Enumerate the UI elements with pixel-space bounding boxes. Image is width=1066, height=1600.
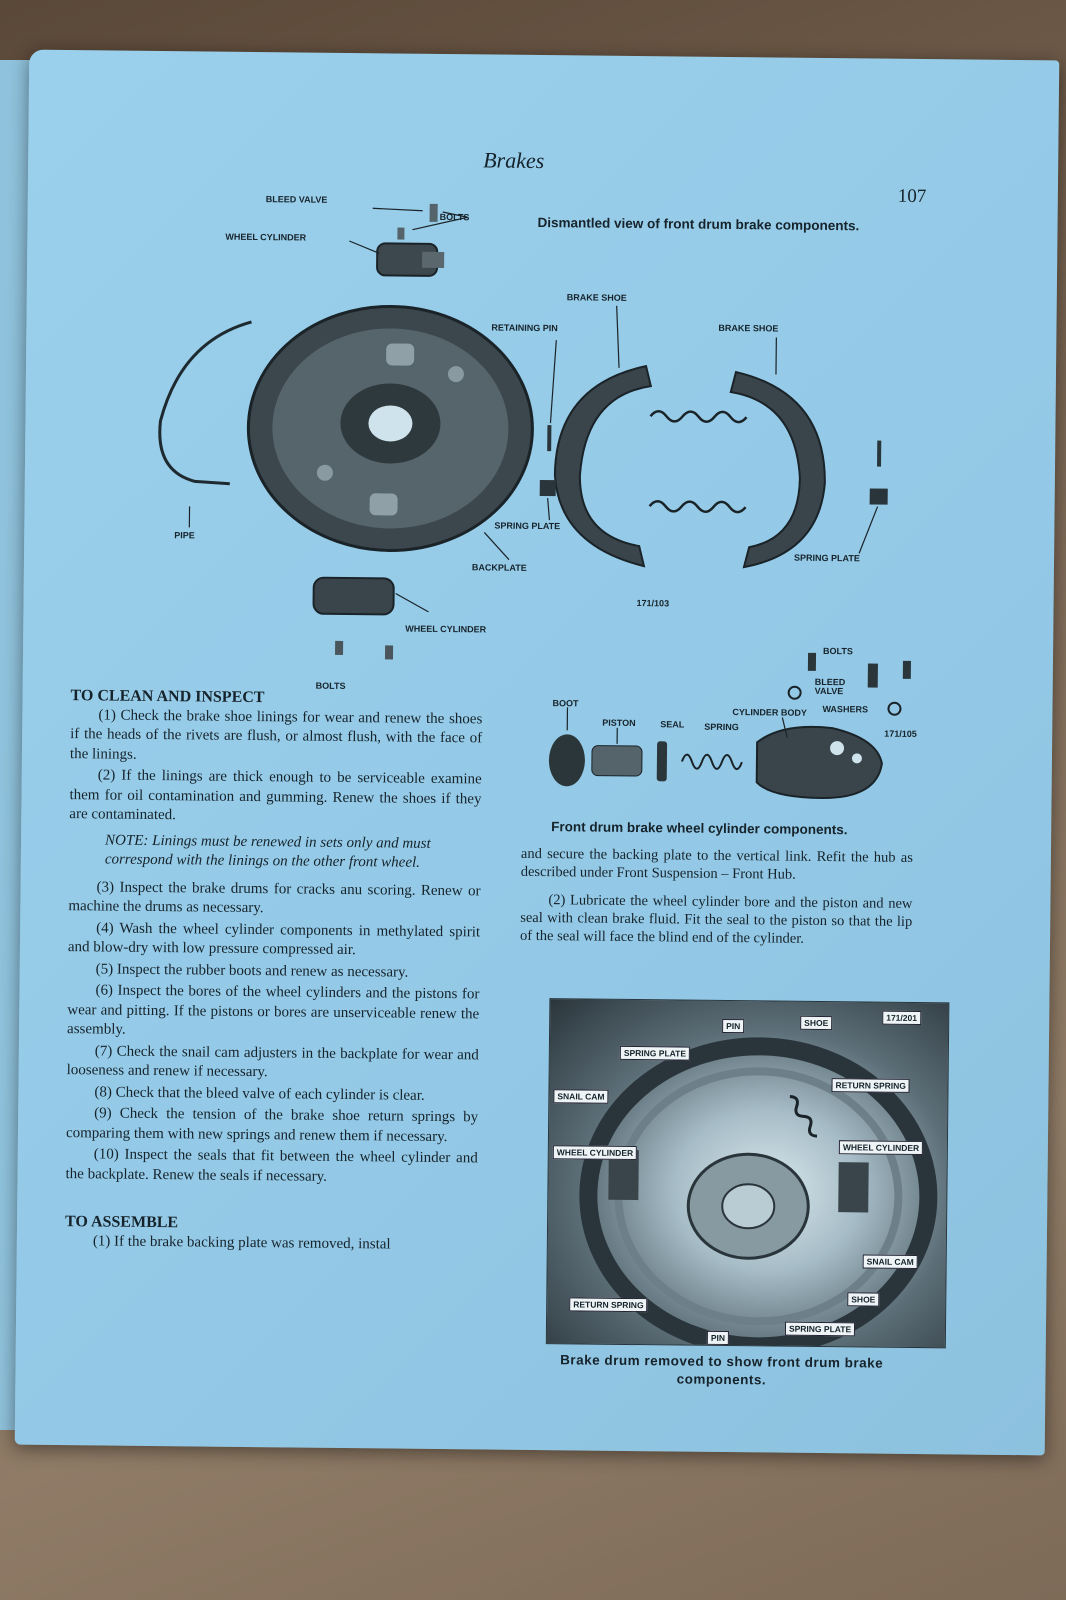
- figure2-caption: Front drum brake wheel cylinder components.: [551, 819, 848, 838]
- tag-snail-cam-left: SNAIL CAM: [553, 1089, 608, 1104]
- label-retaining-pin: RETAINING PIN: [491, 322, 558, 334]
- figure2-ref: 171/105: [884, 728, 917, 739]
- brake-shoe-left-shape: [554, 365, 651, 566]
- paragraph-5: (5) Inspect the rubber boots and renew as necessary.: [95, 960, 409, 981]
- figure1-caption: Dismantled view of front drum brake components.: [537, 214, 860, 234]
- paragraph-9: (9) Check the tension of the brake shoe return springs by comparing them with new springs and renew them if necessary.: [65, 1105, 479, 1145]
- label-fig2-bleed-valve: BLEED VALVE: [814, 676, 846, 697]
- page-number: 107: [897, 185, 927, 208]
- tag-return-spring-left: RETURN SPRING: [569, 1297, 648, 1312]
- assemble-paragraph-1: (1) If the brake backing plate was removed, instal: [92, 1232, 391, 1252]
- tag-spring-plate-bottom: SPRING PLATE: [785, 1322, 855, 1337]
- tag-pin-top: PIN: [722, 1019, 744, 1033]
- tag-pin-bottom: PIN: [707, 1331, 729, 1345]
- left-column: [65, 686, 483, 1257]
- label-brake-shoe-right: BRAKE SHOE: [718, 322, 779, 334]
- label-fig2-seal: SEAL: [660, 719, 685, 730]
- paragraph-3: (3) Inspect the brake drums for cracks anu scoring. Renew or machine the drums as necessary.: [68, 878, 481, 917]
- label-fig2-boot: BOOT: [552, 698, 579, 709]
- tag-wheel-cylinder-left: WHEEL CYLINDER: [553, 1145, 638, 1160]
- tag-snail-cam-right: SNAIL CAM: [863, 1254, 918, 1269]
- paragraph-4: (4) Wash the wheel cylinder components in methylated spirit and blow-dry with low pressure compressed air.: [67, 919, 481, 959]
- heading-assemble: TO ASSEMBLE: [64, 1213, 179, 1232]
- paragraph-10: (10) Inspect the seals that fit between the wheel cylinder and the backplate. Renew the seals if necessary.: [65, 1146, 478, 1185]
- label-fig2-spring: SPRING: [704, 721, 739, 733]
- label-spring-plate-right: SPRING PLATE: [794, 552, 860, 564]
- note-linings: NOTE: Linings must be renewed in sets only and must correspond with the linings on the other front wheel.: [104, 831, 431, 871]
- label-bolts-top: BOLTS: [439, 211, 470, 223]
- dismantled-brake-illustration: [83, 120, 989, 669]
- label-pipe: PIPE: [174, 530, 195, 541]
- label-brake-shoe-left: BRAKE SHOE: [566, 292, 627, 303]
- tag-shoe-bottom: SHOE: [847, 1292, 879, 1306]
- heading-clean-inspect: TO CLEAN AND INSPECT: [70, 687, 265, 707]
- label-fig2-piston: PISTON: [602, 717, 636, 729]
- right-column: [520, 845, 913, 951]
- book-page: [15, 50, 1060, 1456]
- label-wheel-cylinder-bottom: WHEEL CYLINDER: [405, 623, 487, 635]
- brake-pipe: [159, 321, 251, 484]
- right-paragraph-continued: and secure the backing plate to the vertical link. Refit the hub as described under Front Suspension – Front Hub.: [520, 845, 914, 883]
- figure-wheel-cylinder: [531, 635, 933, 819]
- right-paragraph-2: (2) Lubricate the wheel cylinder bore and the piston and new seal with clean brake fluid. Fit the seal to the piston so that the lip of the seal will face the blind end of the cylinder.: [519, 892, 913, 947]
- label-bleed-valve: BLEED VALVE: [265, 194, 328, 205]
- label-wheel-cylinder-top: WHEEL CYLINDER: [225, 231, 307, 243]
- label-bolts-bottom: BOLTS: [315, 680, 346, 691]
- paragraph-8: (8) Check that the bleed valve of each cylinder is clear.: [94, 1083, 425, 1104]
- figure3-caption: Brake drum removed to show front drum brake components.: [560, 1352, 884, 1388]
- tag-shoe-top: SHOE: [800, 1016, 832, 1030]
- paragraph-1: (1) Check the brake shoe linings for wear and renew the shoes if the heads of the rivets are flush, or almost flush, with the face of the linings.: [69, 706, 483, 763]
- figure1-ref: 171/103: [636, 598, 670, 609]
- label-fig2-cylinder-body: CYLINDER BODY: [732, 707, 807, 718]
- running-header: Brakes: [483, 147, 545, 174]
- figure-dismantled-brake: [83, 120, 989, 691]
- label-fig2-bolts: BOLTS: [823, 645, 853, 657]
- tag-wheel-cylinder-right: WHEEL CYLINDER: [839, 1140, 924, 1155]
- label-backplate: BACKPLATE: [471, 562, 527, 573]
- photo-brake-drum-removed: [546, 998, 950, 1348]
- tag-spring-plate-top: SPRING PLATE: [620, 1046, 690, 1061]
- paragraph-6: (6) Inspect the bores of the wheel cylinders and the pistons for wear and pitting. If the pistons or bores are unserviceable renew the assembly.: [66, 982, 480, 1038]
- figure3-ref: 171/201: [882, 1011, 921, 1025]
- tag-return-spring-right: RETURN SPRING: [831, 1078, 910, 1093]
- label-spring-plate-left: SPRING PLATE: [494, 520, 561, 532]
- paragraph-7: (7) Check the snail cam adjusters in the backplate for wear and looseness and renew if necessary.: [66, 1042, 479, 1081]
- paragraph-2: (2) If the linings are thick enough to be serviceable examine them for oil contamination and gumming. Renew the shoes if they are contaminated.: [69, 767, 482, 824]
- label-fig2-washers: WASHERS: [822, 703, 869, 715]
- brake-shoe-right-shape: [729, 372, 826, 568]
- brake-photo-illustration: [547, 999, 949, 1347]
